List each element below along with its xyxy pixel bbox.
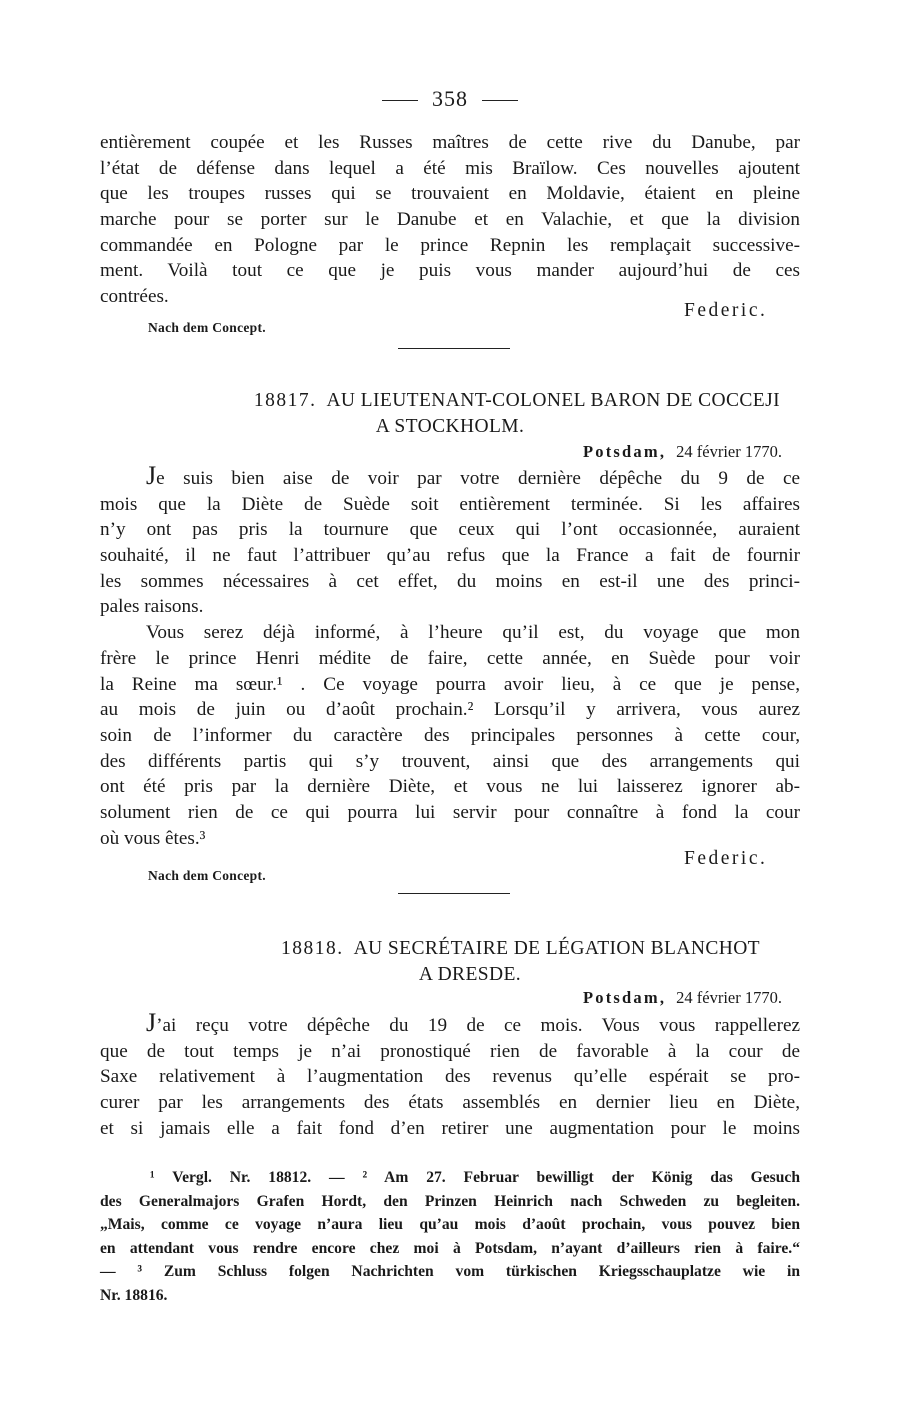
- signature: Federic.: [684, 300, 768, 321]
- text-line: soin de l’informer du caractère des principales personnes à cette cour,: [100, 724, 800, 746]
- text-line: au mois de juin ou d’août prochain.² Lorsqu’il y arrivera, vous aurez: [100, 699, 800, 721]
- letter-number: 18817.: [253, 390, 317, 411]
- signature: Federic.: [684, 848, 768, 869]
- text-line: solument rien de ce qui pourra lui servir pour connaître à fond la cour: [100, 801, 800, 823]
- header-dash-right: [482, 100, 518, 101]
- text-line: contrées.: [100, 286, 169, 308]
- text-line: que de tout temps je n’ai pronostiqué rien de favorable à la cour de: [100, 1040, 800, 1062]
- text-line: ont été pris par la dernière Diète, et vous ne lui laisserez ignorer ab-: [100, 776, 800, 798]
- text-line: Je suis bien aise de voir par votre dernière dépêche du 9 de ce: [146, 461, 800, 490]
- page-header: [0, 86, 900, 112]
- text-line: curer par les arrangements des états assemblés en dernier lieu en Diète,: [100, 1092, 800, 1114]
- source-note: Nach dem Concept.: [148, 868, 266, 883]
- drop-cap: J: [146, 461, 157, 490]
- footnote-line: des Generalmajors Grafen Hordt, den Prinzen Heinrich nach Schweden zu begleiten.: [100, 1192, 800, 1210]
- text-line: les sommes nécessaires à cet effet, du moins en est-il une des princi-: [100, 570, 800, 592]
- header-dash-left: [382, 100, 418, 101]
- text-line: la Reine ma sœur.¹ . Ce voyage pourra avoir lieu, à ce que je pense,: [100, 673, 800, 695]
- footnote-line: „Mais, comme ce voyage n’aura lieu qu’au mois d’août prochain, vous pouvez bien: [100, 1216, 800, 1234]
- dateline-date: 24 février 1770.: [676, 988, 782, 1007]
- text-line: n’y ont pas pris la tournure que ceux qui l’ont occasionnée, auraient: [100, 519, 800, 541]
- dateline: [583, 442, 782, 462]
- letter-number: 18818.: [281, 938, 344, 959]
- dateline-date: 24 février 1770.: [676, 442, 782, 461]
- text-line: mois que la Diète de Suède soit entièrement terminée. Si les affaires: [100, 493, 800, 515]
- letter-heading-18818: [100, 936, 800, 988]
- page-number: 358: [432, 86, 468, 111]
- footnotes: [100, 1166, 800, 1308]
- text-line: que les troupes russes qui se trouvaient en Moldavie, étaient en pleine: [100, 183, 800, 205]
- text-line: où vous êtes.³: [100, 827, 206, 849]
- text-line: J’ai reçu votre dépêche du 19 de ce mois. Vous vous rappellerez: [146, 1008, 800, 1037]
- text-line: Vous serez déjà informé, à l’heure qu’il est, du voyage que mon: [146, 622, 800, 644]
- continuation-text: [100, 130, 800, 310]
- dateline: [583, 988, 782, 1008]
- recipient-location: A DRESDE.: [418, 964, 522, 985]
- footnote-line: ¹ Vergl. Nr. 18812. — ² Am 27. Februar bewilligt der König das Gesuch: [150, 1169, 800, 1186]
- dateline-place: Potsdam,: [583, 988, 667, 1007]
- text-line: ment. Voilà tout ce que je puis vous mander aujourd’hui de ces: [100, 260, 800, 282]
- source-note: Nach dem Concept.: [148, 320, 266, 335]
- recipient-location: A STOCKHOLM.: [375, 416, 525, 437]
- footnote-line: Nr. 18816.: [100, 1286, 168, 1304]
- footnote-line: — ³ Zum Schluss folgen Nachrichten vom türkischen Kriegsschauplatze wie in: [100, 1263, 800, 1281]
- recipient: AU SECRÉTAIRE DE LÉGATION BLANCHOT: [353, 938, 760, 959]
- text-line: Saxe relativement à l’augmentation des revenus qu’elle espérait se pro-: [100, 1066, 800, 1088]
- letter-heading-18817: [100, 388, 800, 440]
- recipient: AU LIEUTENANT-COLONEL BARON DE COCCEJI: [326, 390, 780, 411]
- section-divider: [398, 893, 510, 894]
- text-line: pales raisons.: [100, 596, 204, 618]
- letter-body-18817: [100, 461, 800, 851]
- text-line: frère le prince Henri médite de faire, cette année, en Suède pour voir: [100, 647, 800, 669]
- section-divider: [398, 348, 510, 349]
- text-line: souhaité, il ne faut l’attribuer qu’au refus que la France a fait de fournir: [100, 545, 800, 567]
- text-line: marche pour se porter sur le Danube et en Valachie, et que la division: [100, 209, 800, 231]
- text-line: entièrement coupée et les Russes maîtres de cette rive du Danube, par: [100, 132, 800, 153]
- text-line: et si jamais elle a fait fond d’en retirer une augmentation pour le moins: [100, 1117, 800, 1139]
- text-line: l’état de défense dans lequel a été mis Braïlow. Ces nouvelles ajoutent: [100, 157, 800, 179]
- letter-body-18818: [100, 1008, 800, 1141]
- footnote-line: en attendant vous rendre encore chez moi à Potsdam, n’ayant d’ailleurs rien à faire.“: [100, 1239, 800, 1257]
- text-line: commandée en Pologne par le prince Repnin les remplaçait successive-: [100, 234, 800, 256]
- drop-cap: J: [146, 1008, 157, 1037]
- text-line: des différents partis qui s’y trouvent, ainsi que des arrangements qui: [100, 750, 800, 772]
- dateline-place: Potsdam,: [583, 442, 667, 461]
